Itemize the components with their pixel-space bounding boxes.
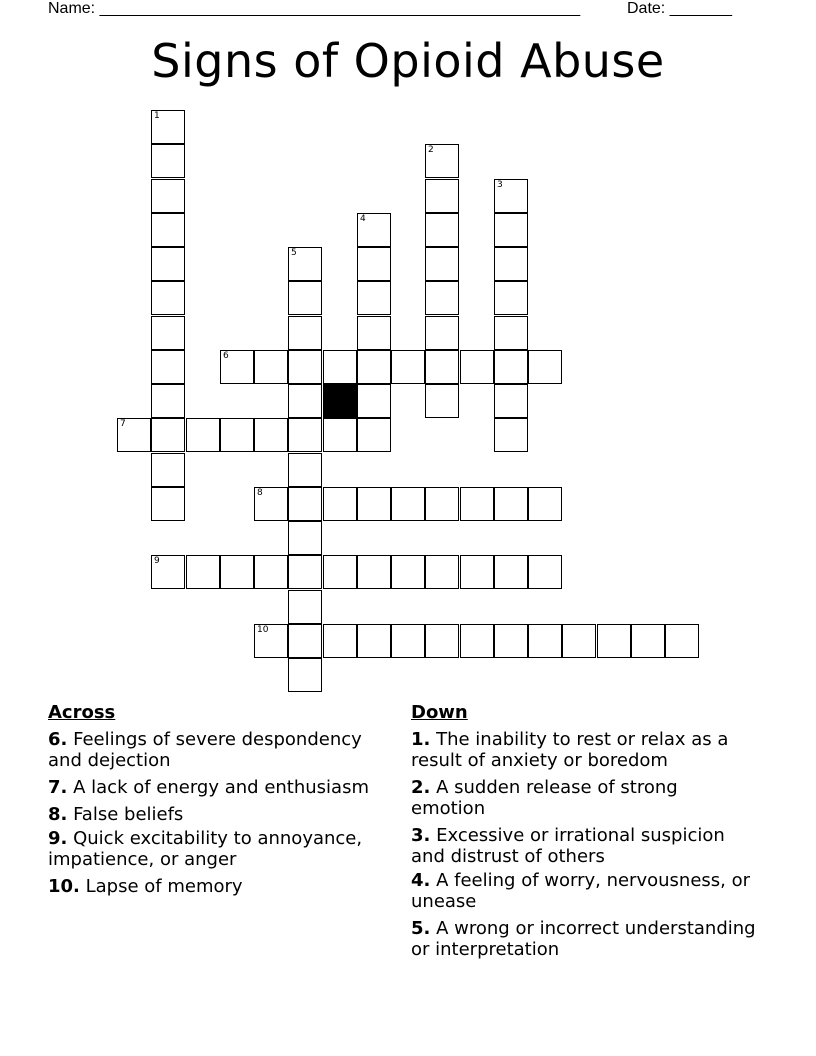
crossword-cell[interactable] (323, 350, 357, 384)
clue-number: 2. (411, 777, 431, 798)
cell-number: 5 (291, 248, 297, 258)
clue-number: 9. (48, 828, 68, 849)
crossword-cell[interactable] (288, 384, 322, 418)
crossword-cell[interactable] (323, 418, 357, 452)
crossword-cell[interactable] (151, 179, 185, 213)
crossword-cell[interactable] (528, 487, 562, 521)
crossword-cell[interactable] (425, 144, 459, 178)
crossword-cell[interactable] (494, 281, 528, 315)
clue-number: 6. (48, 729, 68, 750)
crossword-cell[interactable] (323, 487, 357, 521)
crossword-cell[interactable] (254, 350, 288, 384)
crossword-cell[interactable] (151, 316, 185, 350)
crossword-cell[interactable] (288, 555, 322, 589)
crossword-cell[interactable] (186, 418, 220, 452)
crossword-cell[interactable] (665, 624, 699, 658)
crossword-cell[interactable] (323, 555, 357, 589)
crossword-cell[interactable] (494, 350, 528, 384)
clue-text: A feeling of worry, nervousness, or unease (411, 870, 751, 912)
cell-number: 9 (154, 556, 160, 566)
crossword-cell[interactable] (151, 247, 185, 281)
cell-number: 7 (120, 419, 126, 429)
crossword-cell[interactable] (288, 418, 322, 452)
crossword-cell[interactable] (460, 487, 494, 521)
crossword-cell[interactable] (288, 453, 322, 487)
date-field-label: Date: _______ (627, 0, 732, 17)
crossword-cell[interactable] (425, 281, 459, 315)
across-clue (48, 777, 393, 798)
crossword-cell[interactable] (460, 350, 494, 384)
down-clue (411, 825, 756, 867)
crossword-cell[interactable] (151, 144, 185, 178)
clue-text: A sudden release of strong emotion (411, 777, 678, 819)
across-clue (48, 804, 393, 825)
crossword-cell[interactable] (288, 316, 322, 350)
clue-number: 8. (48, 804, 68, 825)
crossword-cell[interactable] (288, 487, 322, 521)
clue-text: Quick excitability to annoyance, impatience, or anger (48, 828, 363, 870)
crossword-cell[interactable] (562, 624, 596, 658)
down-clue (411, 870, 756, 912)
crossword-cell[interactable] (357, 384, 391, 418)
crossword-cell[interactable] (425, 350, 459, 384)
across-clue (48, 729, 393, 771)
clue-number: 3. (411, 825, 431, 846)
crossword-cell[interactable] (151, 110, 185, 144)
crossword-cell[interactable] (151, 384, 185, 418)
crossword-cell[interactable] (357, 213, 391, 247)
crossword-cell[interactable] (151, 487, 185, 521)
crossword-cell[interactable] (357, 487, 391, 521)
crossword-cell[interactable] (425, 624, 459, 658)
down-clue (411, 918, 756, 960)
crossword-cell[interactable] (151, 453, 185, 487)
down-heading: Down (411, 702, 468, 723)
crossword-cell[interactable] (357, 624, 391, 658)
crossword-cell[interactable] (357, 555, 391, 589)
clue-text: A lack of energy and enthusiasm (73, 777, 369, 798)
crossword-cell[interactable] (254, 418, 288, 452)
crossword-cell[interactable] (288, 590, 322, 624)
crossword-cell[interactable] (288, 658, 322, 692)
black-square (323, 384, 357, 418)
crossword-cell[interactable] (323, 624, 357, 658)
down-clue (411, 777, 756, 819)
crossword-cell[interactable] (494, 624, 528, 658)
crossword-cell[interactable] (357, 247, 391, 281)
crossword-cell[interactable] (220, 555, 254, 589)
clue-number: 10. (48, 876, 80, 897)
crossword-cell[interactable] (288, 281, 322, 315)
crossword-cell[interactable] (357, 281, 391, 315)
crossword-cell[interactable] (494, 179, 528, 213)
crossword-cell[interactable] (357, 418, 391, 452)
crossword-cell[interactable] (425, 179, 459, 213)
crossword-cell[interactable] (528, 350, 562, 384)
crossword-cell[interactable] (288, 247, 322, 281)
crossword-cell[interactable] (494, 213, 528, 247)
crossword-cell[interactable] (425, 247, 459, 281)
crossword-cell[interactable] (151, 281, 185, 315)
crossword-cell[interactable] (117, 418, 151, 452)
across-clue (48, 828, 393, 870)
crossword-cell[interactable] (425, 316, 459, 350)
crossword-cell[interactable] (151, 418, 185, 452)
crossword-cell[interactable] (151, 350, 185, 384)
crossword-cell[interactable] (528, 624, 562, 658)
crossword-cell[interactable] (631, 624, 665, 658)
clue-number: 5. (411, 918, 431, 939)
crossword-cell[interactable] (494, 247, 528, 281)
cell-number: 6 (223, 351, 229, 361)
cell-number: 1 (154, 111, 160, 121)
clue-text: Excessive or irrational suspicion and distrust of others (411, 825, 725, 867)
crossword-cell[interactable] (288, 624, 322, 658)
crossword-cell[interactable] (288, 350, 322, 384)
clue-number: 4. (411, 870, 431, 891)
cell-number: 10 (257, 625, 269, 635)
crossword-cell[interactable] (494, 487, 528, 521)
across-heading: Across (48, 702, 116, 723)
crossword-cell[interactable] (425, 555, 459, 589)
crossword-cell[interactable] (460, 555, 494, 589)
crossword-cell[interactable] (425, 384, 459, 418)
crossword-cell[interactable] (151, 555, 185, 589)
clue-text: Lapse of memory (85, 876, 243, 897)
crossword-cell[interactable] (494, 384, 528, 418)
crossword-cell[interactable] (151, 213, 185, 247)
down-clue (411, 729, 756, 771)
crossword-cell[interactable] (460, 624, 494, 658)
crossword-cell[interactable] (357, 316, 391, 350)
cell-number: 8 (257, 488, 263, 498)
clue-number: 7. (48, 777, 68, 798)
crossword-cell[interactable] (494, 555, 528, 589)
clue-text: The inability to rest or relax as a result of anxiety or boredom (411, 729, 729, 771)
crossword-cell[interactable] (494, 418, 528, 452)
crossword-cell[interactable] (220, 350, 254, 384)
crossword-cell[interactable] (425, 213, 459, 247)
cell-number: 2 (428, 145, 434, 155)
clue-number: 1. (411, 729, 431, 750)
crossword-cell[interactable] (494, 316, 528, 350)
down-clues (411, 702, 756, 966)
crossword-cell[interactable] (254, 555, 288, 589)
crossword-cell[interactable] (597, 624, 631, 658)
crossword-cell[interactable] (391, 555, 425, 589)
crossword-cell[interactable] (288, 521, 322, 555)
across-clue (48, 876, 393, 897)
crossword-cell[interactable] (254, 624, 288, 658)
cell-number: 4 (360, 214, 366, 224)
crossword-cell[interactable] (186, 555, 220, 589)
across-clues (48, 702, 393, 903)
cell-number: 3 (497, 180, 503, 190)
clue-text: Feelings of severe despondency and dejection (48, 729, 362, 771)
crossword-cell[interactable] (391, 487, 425, 521)
crossword-cell[interactable] (425, 487, 459, 521)
crossword-cell[interactable] (391, 624, 425, 658)
clue-text: A wrong or incorrect understanding or interpretation (411, 918, 756, 960)
crossword-cell[interactable] (254, 487, 288, 521)
crossword-cell[interactable] (528, 555, 562, 589)
crossword-cell[interactable] (357, 350, 391, 384)
crossword-cell[interactable] (391, 350, 425, 384)
clue-text: False beliefs (73, 804, 184, 825)
crossword-cell[interactable] (220, 418, 254, 452)
puzzle-title: Signs of Opioid Abuse (151, 34, 665, 88)
name-field-label: Name: ______________________________________________________ (48, 0, 581, 17)
